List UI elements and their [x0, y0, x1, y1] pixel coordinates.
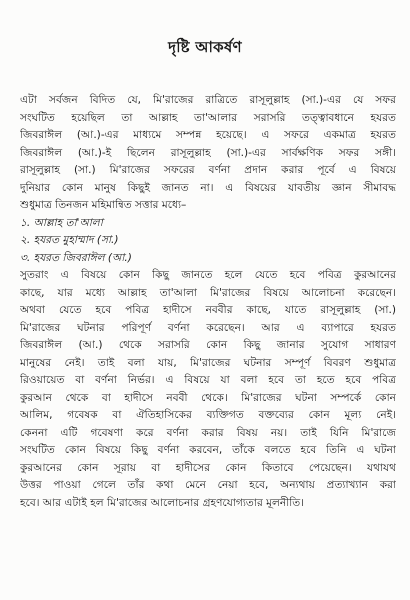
text-line: হবে। আর এটাই হল মি'রাজের আলোচনার গ্রহণযোগ্যতার মূলনীতি।: [20, 496, 305, 509]
page-title: দৃষ্টি আকর্ষণ: [168, 38, 242, 56]
text-line: জিবরাঈল (আ.)-এর মাধ্যমে সম্পন্ন হয়েছে। এ সফরে একমাত্র হযরত: [20, 129, 396, 141]
text-line: দুনিয়ার কোন মানুষ কিছুই জানত না। এ বিষয়ের যাবতীয় জ্ঞান সীমাবদ্ধ: [20, 181, 396, 194]
text-line: কাছে, যার মধ্যে আল্লাহ তা'আলা মি'রাজের বিষয়ে আলোচনা করেছেন।: [20, 286, 396, 299]
text-line: কুরআনের কোন সূরায় বা হাদীসের কোন কিতাবে পেয়েছেন। যথাযথ: [20, 461, 396, 474]
list-item: ২. হযরত মুহাম্মাদ (সা.): [20, 234, 119, 246]
text-line: এটা সর্বজন বিদিত যে, মি'রাজের রাত্রিতে রাসূলুল্লাহ (সা.)-এর যে সফর: [20, 94, 396, 106]
text-line: উত্তর পাওয়া গেলে তাঁর কথা মেনে নেয়া হবে, অন্যথায় প্রত্যাখ্যান করা: [20, 479, 396, 491]
text-line: কুরআন থেকে বা হাদীসে নববী থেকে। মি'রাজের ঘটনা সম্পর্কে কোন: [20, 391, 396, 404]
list-item: ১. আল্লাহ তা'আলা: [20, 216, 103, 229]
text-line: শুধুমাত্র তিনজন মহিমান্বিত সত্তার মধ্যে–: [20, 199, 187, 211]
text-line: জিবরাঈল (আ.) থেকে সরাসরি কোন কিছু জানার সুযোগ সাধারণ: [20, 339, 396, 351]
body-text: [20, 92, 396, 512]
text-line: রিওয়ায়েত বা বর্ণনা নির্ভর। এ বিষয়ে যা বলা হবে তা হতে হবে পবিত্র: [20, 374, 396, 386]
text-line: রাসূলুল্লাহ (সা.) মি'রাজের সফরের বর্ণনা প্রদান করার পূর্বে এ বিষয়ে: [20, 164, 396, 176]
text-line: জিবরাঈল (আ.)-ই ছিলেন রাসূলুল্লাহ (সা.)-এর সার্বক্ষণিক সফর সঙ্গী।: [20, 146, 396, 159]
list-item: ৩. হযরত জিবরাঈল (আ.): [20, 251, 132, 264]
text-line: সংঘটিত কোন বিষয়ে কিছু বর্ণনা করবেন, তাঁকে বলতে হবে তিনি এ ঘটনা: [20, 444, 396, 456]
text-line: আলিম, গবেষক বা ঐতিহাসিকের ব্যক্তিগত বক্তব্যের কোন মূল্য নেই।: [20, 409, 396, 421]
text-line: মি'রাজের ঘটনার পরিপূর্ণ বর্ণনা করেছেন। আর এ ব্যাপারে হযরত: [20, 321, 396, 334]
text-line: কেননা এটি গবেষণা করে বর্ণনা করার বিষয় নয়। তাই যিনি মি'রাজে: [20, 426, 396, 439]
text-line: সুতরাং এ বিষয়ে কোন কিছু জানতে হলে যেতে হবে পবিত্র কুরআনের: [20, 269, 396, 281]
text-line: মানুষের নেই। তাই বলা যায়, মি'রাজের ঘটনার সম্পূর্ণ বিবরণ শুধুমাত্র: [20, 356, 396, 369]
text-line: সংঘটিত হয়েছিল তা আল্লাহ তা'আলার সরাসরি তত্ত্বাবধানে হযরত: [20, 111, 396, 124]
text-line: অথবা যেতে হবে পবিত্র হাদীসে নববীর কাছে, যাতে রাসূলুল্লাহ (সা.): [20, 304, 396, 316]
